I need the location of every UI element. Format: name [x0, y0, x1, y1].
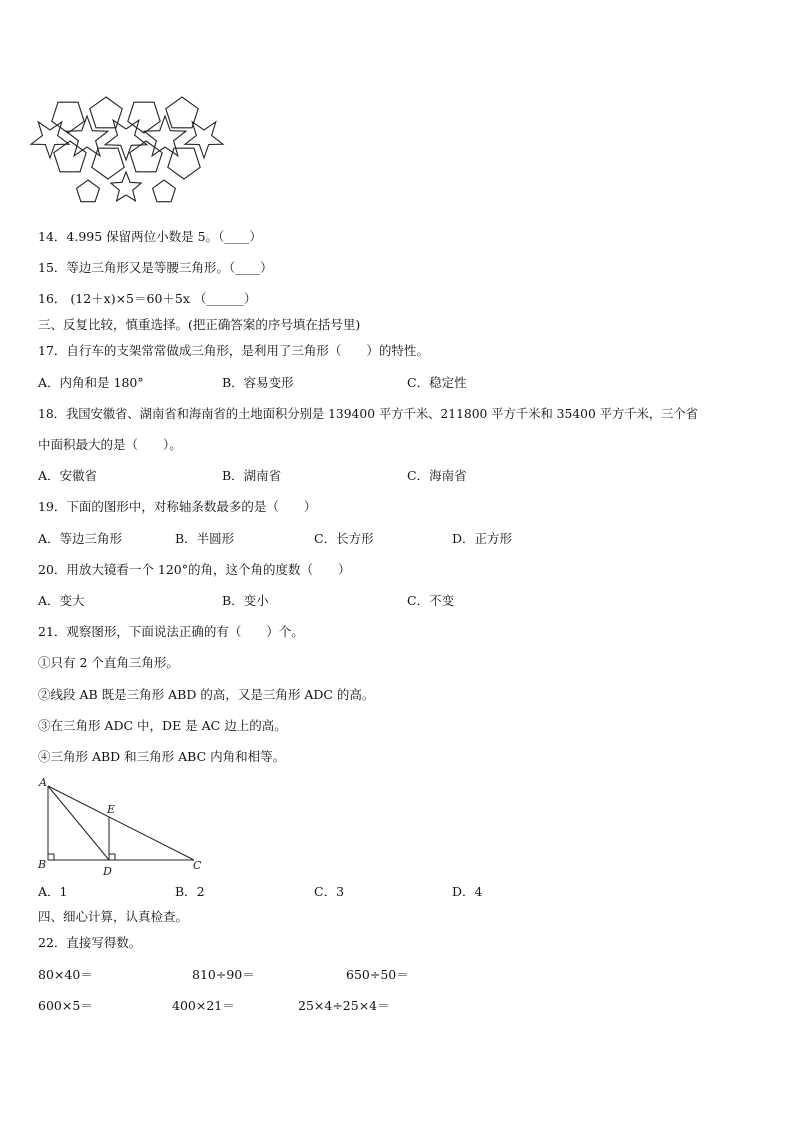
question-14: 14．4.995 保留两位小数是 5。（____）: [38, 229, 262, 244]
label-a: A: [39, 776, 47, 789]
question-19-option-a: A．等边三角形: [38, 531, 123, 546]
question-21-option-a: A．1: [38, 884, 68, 899]
question-16: 16． (12＋x)×5＝60＋5x （______）: [38, 291, 257, 306]
question-20-option-a: A．变大: [38, 593, 85, 608]
question-21-statement-3: ③在三角形 ADC 中，DE 是 AC 边上的高。: [38, 718, 287, 733]
pentagon-shape: [54, 141, 86, 172]
question-21-stem: 21．观察图形，下面说法正确的有（ ）个。: [38, 624, 304, 639]
calc-4: 600×5＝: [38, 998, 93, 1013]
star-shape: [31, 122, 69, 158]
right-angle-b: [48, 854, 54, 860]
section-4-heading: 四、细心计算，认真检查。: [38, 909, 189, 924]
label-d: D: [103, 865, 112, 878]
star-shape: [144, 116, 186, 156]
question-17-option-a: A．内角和是 180°: [38, 375, 144, 390]
question-18-stem-line1: 18．我国安徽省、湖南省和海南省的土地面积分别是 139400 平方千米、211800 平方千米和 35400 平方千米，三个省: [38, 407, 699, 421]
pentagon-shape: [77, 180, 100, 202]
star-shape: [66, 116, 108, 156]
tessellation-figure: [40, 88, 220, 206]
calc-5: 400×21＝: [172, 998, 235, 1013]
question-17-option-b: B．容易变形: [222, 375, 294, 390]
pentagon-shape: [153, 180, 176, 202]
question-17-stem: 17．自行车的支架常常做成三角形，是利用了三角形（ ）的特性。: [38, 343, 429, 358]
question-21-option-b: B．2: [175, 884, 205, 899]
question-22-stem: 22．直接写得数。: [38, 935, 142, 950]
question-18-option-c: C．海南省: [407, 468, 467, 483]
question-20-option-b: B．变小: [222, 593, 269, 608]
label-e: E: [107, 803, 116, 816]
pentagon-shape: [92, 148, 124, 179]
calc-6: 25×4÷25×4＝: [298, 998, 390, 1013]
calc-1: 80×40＝: [38, 967, 93, 982]
question-19-option-d: D．正方形: [452, 531, 513, 546]
right-angle-d: [109, 854, 115, 860]
segment-ad: [48, 786, 109, 860]
question-19-option-b: B．半圆形: [175, 531, 235, 546]
question-18-stem-line2: 中面积最大的是（ ）。: [38, 437, 182, 452]
label-b: B: [38, 858, 47, 871]
question-19-option-c: C．长方形: [314, 531, 374, 546]
question-20-option-c: C．不变: [407, 593, 455, 608]
segment-ac: [48, 786, 194, 860]
star-shape: [105, 120, 147, 160]
star-shape: [185, 122, 223, 158]
star-shape: [111, 172, 141, 201]
question-21-statement-4: ④三角形 ABD 和三角形 ABC 内角和相等。: [38, 749, 286, 764]
pentagon-shape: [128, 102, 160, 133]
question-18-option-a: A．安徽省: [38, 468, 98, 483]
calc-2: 810÷90＝: [192, 967, 255, 982]
pentagon-shape: [52, 102, 84, 133]
question-18-option-b: B．湖南省: [222, 468, 282, 483]
question-19-stem: 19．下面的图形中，对称轴条数最多的是（ ）: [38, 499, 317, 514]
question-21-option-d: D．4: [452, 884, 483, 899]
question-15: 15．等边三角形又是等腰三角形。（____）: [38, 260, 273, 275]
section-3-heading: 三、反复比较，慎重选择。(把正确答案的序号填在括号里): [38, 317, 361, 332]
question-21-statement-2: ②线段 AB 既是三角形 ABD 的高，又是三角形 ADC 的高。: [38, 687, 375, 702]
triangle-figure: [36, 776, 216, 880]
question-21-statement-1: ①只有 2 个直角三角形。: [38, 655, 179, 670]
calc-3: 650÷50＝: [346, 967, 409, 982]
question-20-stem: 20．用放大镜看一个 120°的角，这个角的度数（ ）: [38, 562, 351, 577]
question-21-option-c: C．3: [314, 884, 345, 899]
label-c: C: [193, 859, 202, 872]
question-17-option-c: C．稳定性: [407, 375, 467, 390]
